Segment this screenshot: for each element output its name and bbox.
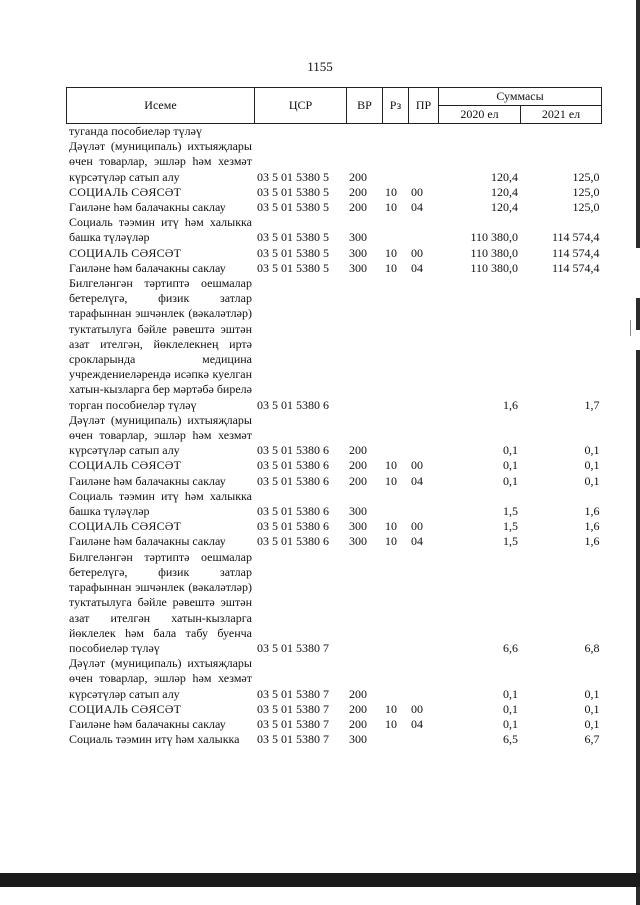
row-vr: 200 [349, 184, 367, 199]
table-row [67, 656, 602, 702]
row-csr-code: 03 5 01 5380 6 [257, 458, 329, 473]
table-row [67, 276, 602, 413]
row-amount-2021: 125,0 [572, 200, 600, 215]
row-name: Гаиләне һәм балачакны саклау [69, 200, 226, 215]
row-amount-2020 [439, 124, 521, 140]
row-amount-2020: 6,5 [503, 732, 518, 747]
row-rz: 10 [385, 716, 397, 731]
row-vr: 300 [349, 519, 367, 534]
row-rz: 10 [385, 184, 397, 199]
col-header-pr: ПР [409, 88, 439, 124]
row-amount-2021: 0,1 [584, 686, 600, 701]
row-amount-2021: 0,1 [584, 701, 600, 716]
row-vr: 200 [349, 686, 367, 701]
row-pr [409, 139, 439, 185]
row-csr-code [255, 124, 347, 140]
row-rz: 10 [385, 260, 397, 275]
row-amount-2020: 6,6 [503, 640, 518, 655]
row-vr: 300 [349, 534, 367, 549]
row-vr: 300 [349, 732, 367, 747]
row-rz: 10 [385, 519, 397, 534]
row-name: Гаиләне һәм балачакны саклау [69, 534, 226, 549]
table-row [67, 246, 602, 261]
row-name: Билгеләнгән тәртиптә оешмалар бетерелүгә, физик затлар тарафыннан эшчәнлек (вәкаләтләр) туктатылуга бәйле рәвештә эштән азат ителгән хатын-кызларга йөклелек һәм бала табу буенча пособиеләр түләү [69, 549, 252, 655]
row-amount-2021 [521, 124, 602, 140]
row-vr: 200 [349, 443, 367, 458]
row-vr: 200 [349, 473, 367, 488]
row-rz [383, 489, 409, 519]
col-header-rz: Рз [383, 88, 409, 124]
row-amount-2021: 114 574,4 [551, 245, 600, 260]
row-rz: 10 [385, 534, 397, 549]
row-name: Дәүләт (муниципаль) ихтыяҗлары өчен товарлар, эшләр һәм хезмәт күрсәтүләр сатып алу [69, 139, 252, 184]
scan-mark [630, 320, 631, 336]
row-amount-2021: 0,1 [584, 458, 600, 473]
table-row [67, 534, 602, 549]
row-pr [409, 550, 439, 656]
row-vr: 300 [349, 260, 367, 275]
row-vr: 300 [349, 230, 367, 245]
col-header-sums: Суммасы [439, 88, 602, 106]
row-csr-code: 03 5 01 5380 6 [257, 443, 329, 458]
row-csr-code: 03 5 01 5380 7 [257, 640, 329, 655]
row-pr [409, 124, 439, 140]
row-name: СОЦИАЛЬ СӘЯСӘТ [69, 701, 182, 716]
row-pr: 04 [411, 260, 423, 275]
row-amount-2020: 110 380,0 [470, 245, 518, 260]
row-amount-2021: 1,6 [584, 534, 600, 549]
row-vr [347, 550, 383, 656]
row-amount-2021: 0,1 [584, 716, 600, 731]
col-header-year-2021: 2021 ел [521, 106, 602, 124]
row-pr: 00 [411, 701, 423, 716]
row-vr: 200 [349, 200, 367, 215]
table-row [67, 200, 602, 215]
table-row [67, 702, 602, 717]
row-pr: 00 [411, 245, 423, 260]
row-csr-code: 03 5 01 5380 6 [257, 473, 329, 488]
row-vr: 300 [349, 504, 367, 519]
row-rz [383, 276, 409, 413]
col-header-year-2020: 2020 ел [439, 106, 521, 124]
row-amount-2021: 1,7 [584, 397, 600, 412]
table-row [67, 261, 602, 276]
row-rz [383, 139, 409, 185]
row-amount-2021: 0,1 [584, 443, 600, 458]
row-vr: 200 [349, 458, 367, 473]
row-amount-2020: 1,6 [503, 397, 518, 412]
row-name: СОЦИАЛЬ СӘЯСӘТ [69, 458, 182, 473]
row-csr-code: 03 5 01 5380 6 [257, 504, 329, 519]
row-amount-2020: 1,5 [503, 534, 518, 549]
budget-table [66, 87, 602, 747]
row-pr: 04 [411, 716, 423, 731]
row-amount-2021: 114 574,4 [551, 230, 600, 245]
row-amount-2021: 0,1 [584, 473, 600, 488]
row-amount-2021: 114 574,4 [551, 260, 600, 275]
row-csr-code: 03 5 01 5380 7 [257, 716, 329, 731]
row-rz [383, 656, 409, 702]
row-name: Билгеләнгән тәртиптә оешмалар бетерелүгә, физик затлар тарафыннан эшчәнлек (вәкаләтләр) туктатылуга бәйле рәвештә эштән азат ителгән, йөклелекнең иртә срокларында медицина учреждениеләрендә исәпкә куелган хатын-кызларга бер мәртәбә бирелә торган пособиеләр түләү [69, 276, 252, 412]
row-rz: 10 [385, 245, 397, 260]
row-pr [409, 489, 439, 519]
row-pr: 00 [411, 458, 423, 473]
row-vr: 200 [349, 701, 367, 716]
table-body [67, 124, 602, 748]
table-row [67, 215, 602, 245]
row-csr-code: 03 5 01 5380 5 [257, 184, 329, 199]
scan-bottom-band [0, 873, 640, 887]
row-pr: 04 [411, 200, 423, 215]
row-csr-code: 03 5 01 5380 6 [257, 534, 329, 549]
row-pr: 00 [411, 184, 423, 199]
table-row [67, 489, 602, 519]
table-row [67, 519, 602, 534]
table-row [67, 413, 602, 459]
row-amount-2020: 120,4 [491, 184, 518, 199]
row-amount-2020: 1,5 [503, 519, 518, 534]
row-rz [383, 732, 409, 747]
row-rz: 10 [385, 473, 397, 488]
row-name: Дәүләт (муниципаль) ихтыяҗлары өчен товарлар, эшләр һәм хезмәт күрсәтүләр сатып алу [69, 412, 252, 458]
row-pr: 04 [411, 473, 423, 488]
page-number: 1155 [307, 59, 333, 74]
row-rz [383, 550, 409, 656]
row-amount-2020: 110 380,0 [470, 230, 518, 245]
row-vr [347, 276, 383, 413]
row-amount-2020: 110 380,0 [470, 260, 518, 275]
row-rz [383, 413, 409, 459]
row-amount-2021: 6,7 [584, 732, 600, 747]
row-name: СОЦИАЛЬ СӘЯСӘТ [69, 184, 182, 199]
row-name: Гаиләне һәм балачакны саклау [69, 473, 226, 488]
row-name: Гаиләне һәм балачакны саклау [69, 716, 226, 731]
row-amount-2020: 1,5 [503, 504, 518, 519]
row-amount-2020: 0,1 [503, 458, 518, 473]
col-header-csr: ЦСР [255, 88, 347, 124]
row-amount-2021: 125,0 [572, 169, 600, 184]
table-row [67, 458, 602, 473]
row-csr-code: 03 5 01 5380 5 [257, 200, 329, 215]
table-row [67, 732, 602, 747]
row-rz [383, 215, 409, 245]
table-row [67, 124, 602, 140]
row-csr-code: 03 5 01 5380 5 [257, 169, 329, 184]
row-pr: 00 [411, 519, 423, 534]
row-amount-2020: 0,1 [503, 473, 518, 488]
row-name: Дәүләт (муниципаль) ихтыяҗлары өчен товарлар, эшләр һәм хезмәт күрсәтүләр сатып алу [69, 656, 252, 701]
row-csr-code: 03 5 01 5380 7 [257, 686, 329, 701]
row-vr: 200 [349, 169, 367, 184]
row-amount-2020: 0,1 [503, 686, 518, 701]
col-header-name: Исеме [67, 88, 255, 124]
row-rz [383, 124, 409, 140]
row-name: Социаль тәэмин итү һәм халыкка [69, 732, 240, 747]
scan-right-edge [636, 0, 640, 905]
table-row [67, 717, 602, 732]
row-vr [347, 124, 383, 140]
table-row [67, 550, 602, 656]
row-name: Социаль тәэмин итү һәм халыкка башка түләүләр [69, 215, 252, 245]
row-amount-2020: 0,1 [503, 443, 518, 458]
row-amount-2020: 120,4 [491, 169, 518, 184]
row-vr: 200 [349, 716, 367, 731]
row-name: СОЦИАЛЬ СӘЯСӘТ [69, 245, 182, 260]
row-amount-2021: 1,6 [584, 519, 600, 534]
row-pr [409, 656, 439, 702]
row-csr-code: 03 5 01 5380 5 [257, 230, 329, 245]
row-amount-2021: 1,6 [584, 504, 600, 519]
row-amount-2020: 120,4 [491, 200, 518, 215]
table-row [67, 185, 602, 200]
row-rz: 10 [385, 458, 397, 473]
row-name: Гаиләне һәм балачакны саклау [69, 260, 226, 275]
row-vr: 300 [349, 245, 367, 260]
row-amount-2021: 6,8 [584, 640, 600, 655]
row-rz: 10 [385, 200, 397, 215]
row-name: Социаль тәэмин итү һәм халыкка башка түләүләр [69, 488, 252, 519]
row-pr [409, 732, 439, 747]
row-csr-code: 03 5 01 5380 7 [257, 732, 329, 747]
row-name: туганда пособиеләр түләү [69, 124, 202, 138]
row-amount-2020: 0,1 [503, 701, 518, 716]
row-pr [409, 413, 439, 459]
row-csr-code: 03 5 01 5380 5 [257, 245, 329, 260]
col-header-vr: ВР [347, 88, 383, 124]
row-rz: 10 [385, 701, 397, 716]
row-csr-code: 03 5 01 5380 6 [257, 519, 329, 534]
row-csr-code: 03 5 01 5380 7 [257, 701, 329, 716]
row-amount-2021: 125,0 [572, 184, 600, 199]
table-header [67, 88, 602, 124]
row-csr-code: 03 5 01 5380 6 [257, 397, 329, 412]
row-pr [409, 276, 439, 413]
row-name: СОЦИАЛЬ СӘЯСӘТ [69, 519, 182, 534]
row-csr-code: 03 5 01 5380 5 [257, 260, 329, 275]
row-amount-2020: 0,1 [503, 716, 518, 731]
table-row [67, 139, 602, 185]
row-pr: 04 [411, 534, 423, 549]
row-pr [409, 215, 439, 245]
table-row [67, 474, 602, 489]
